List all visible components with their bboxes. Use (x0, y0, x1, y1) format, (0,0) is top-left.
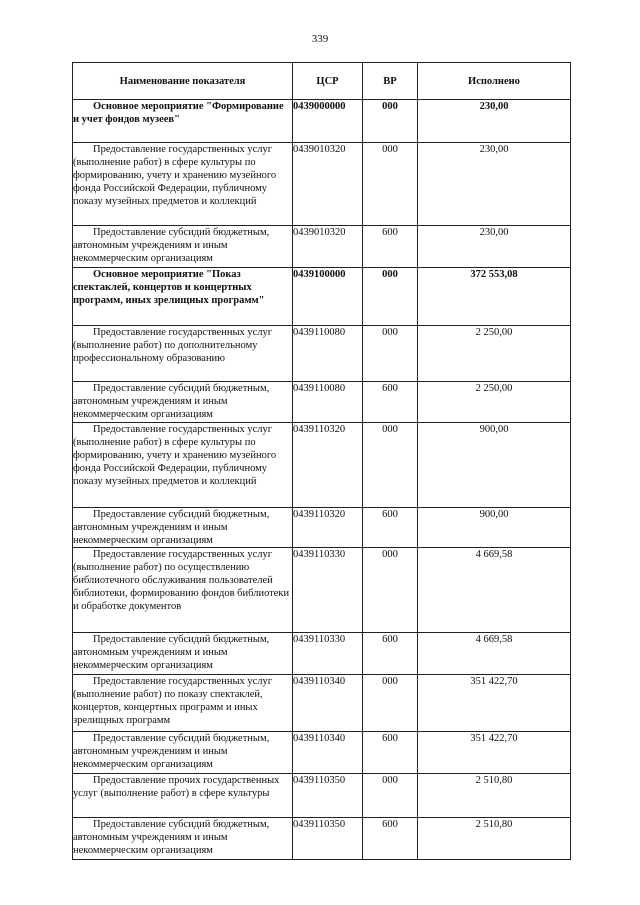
row-csr: 0439110330 (293, 548, 363, 633)
row-name: Предоставление прочих государственных услуг (выполнение работ) в сфере культуры (73, 774, 293, 818)
table-row (73, 633, 571, 675)
row-csr: 0439110080 (293, 382, 363, 423)
row-csr: 0439110340 (293, 732, 363, 774)
row-name: Предоставление субсидий бюджетным, автономным учреждениям и иным некоммерческим организациям (73, 508, 293, 548)
row-vr: 600 (363, 818, 418, 860)
row-csr: 0439100000 (293, 268, 363, 326)
row-name: Предоставление субсидий бюджетным, автономным учреждениям и иным некоммерческим организациям (73, 633, 293, 675)
row-name: Предоставление государственных услуг (выполнение работ) по осуществлению библиотечного обслуживания пользователей библиотеки, формированию фондов библиотеки и обработке документов (73, 548, 293, 633)
table-row (73, 774, 571, 818)
row-vr: 600 (363, 226, 418, 268)
row-csr: 0439110330 (293, 633, 363, 675)
table-row (73, 226, 571, 268)
row-executed: 2 250,00 (418, 382, 571, 423)
row-vr: 600 (363, 732, 418, 774)
row-csr: 0439110320 (293, 423, 363, 508)
row-name: Предоставление субсидий бюджетным, автономным учреждениям и иным некоммерческим организациям (73, 382, 293, 423)
row-name: Основное мероприятие "Показ спектаклей, концертов и концертных программ, иных зрелищных программ" (73, 268, 293, 326)
row-executed: 230,00 (418, 226, 571, 268)
row-executed: 900,00 (418, 508, 571, 548)
row-executed: 2 510,80 (418, 774, 571, 818)
row-name: Предоставление государственных услуг (выполнение работ) по дополнительному профессиональному образованию (73, 326, 293, 382)
row-executed: 2 250,00 (418, 326, 571, 382)
row-executed: 900,00 (418, 423, 571, 508)
table-row (73, 508, 571, 548)
table-row (73, 326, 571, 382)
row-executed: 4 669,58 (418, 633, 571, 675)
row-name: Предоставление государственных услуг (выполнение работ) по показу спектаклей, концертов, концертных программ и иных зрелищных программ (73, 675, 293, 732)
row-vr: 600 (363, 633, 418, 675)
row-vr: 000 (363, 100, 418, 143)
row-executed: 372 553,08 (418, 268, 571, 326)
table-row (73, 268, 571, 326)
budget-table (72, 62, 571, 860)
row-vr: 000 (363, 268, 418, 326)
header-csr: ЦСР (293, 63, 363, 100)
row-csr: 0439010320 (293, 226, 363, 268)
row-executed: 230,00 (418, 100, 571, 143)
row-vr: 000 (363, 326, 418, 382)
row-name: Основное мероприятие "Формирование и учет фондов музеев" (73, 100, 293, 143)
row-executed: 2 510,80 (418, 818, 571, 860)
row-csr: 0439110350 (293, 774, 363, 818)
table-row (73, 818, 571, 860)
row-vr: 000 (363, 675, 418, 732)
table-row (73, 382, 571, 423)
table-row (73, 732, 571, 774)
row-name: Предоставление государственных услуг (выполнение работ) в сфере культуры по формированию, учету и хранению музейного фонда Российской Федерации, публичному показу музейных предметов и коллекций (73, 423, 293, 508)
row-vr: 600 (363, 508, 418, 548)
page-number: 339 (311, 33, 329, 45)
row-csr: 0439000000 (293, 100, 363, 143)
table-row (73, 675, 571, 732)
header-name: Наименование показателя (73, 63, 293, 100)
row-name: Предоставление государственных услуг (выполнение работ) в сфере культуры по формированию, учету и хранению музейного фонда Российской Федерации, публичному показу музейных предметов и коллекций (73, 143, 293, 226)
table-row (73, 423, 571, 508)
row-vr: 000 (363, 774, 418, 818)
row-vr: 000 (363, 548, 418, 633)
row-csr: 0439110320 (293, 508, 363, 548)
row-executed: 230,00 (418, 143, 571, 226)
row-csr: 0439010320 (293, 143, 363, 226)
row-vr: 600 (363, 382, 418, 423)
row-name: Предоставление субсидий бюджетным, автономным учреждениям и иным некоммерческим организациям (73, 818, 293, 860)
row-name: Предоставление субсидий бюджетным, автономным учреждениям и иным некоммерческим организациям (73, 732, 293, 774)
row-executed: 351 422,70 (418, 732, 571, 774)
header-vr: ВР (363, 63, 418, 100)
row-vr: 000 (363, 423, 418, 508)
row-csr: 0439110350 (293, 818, 363, 860)
row-vr: 000 (363, 143, 418, 226)
row-executed: 351 422,70 (418, 675, 571, 732)
header-executed: Исполнено (418, 63, 571, 100)
table-row (73, 100, 571, 143)
row-csr: 0439110340 (293, 675, 363, 732)
table-row (73, 143, 571, 226)
row-name: Предоставление субсидий бюджетным, автономным учреждениям и иным некоммерческим организациям (73, 226, 293, 268)
row-csr: 0439110080 (293, 326, 363, 382)
table-row (73, 548, 571, 633)
row-executed: 4 669,58 (418, 548, 571, 633)
table-header-row (73, 63, 571, 100)
